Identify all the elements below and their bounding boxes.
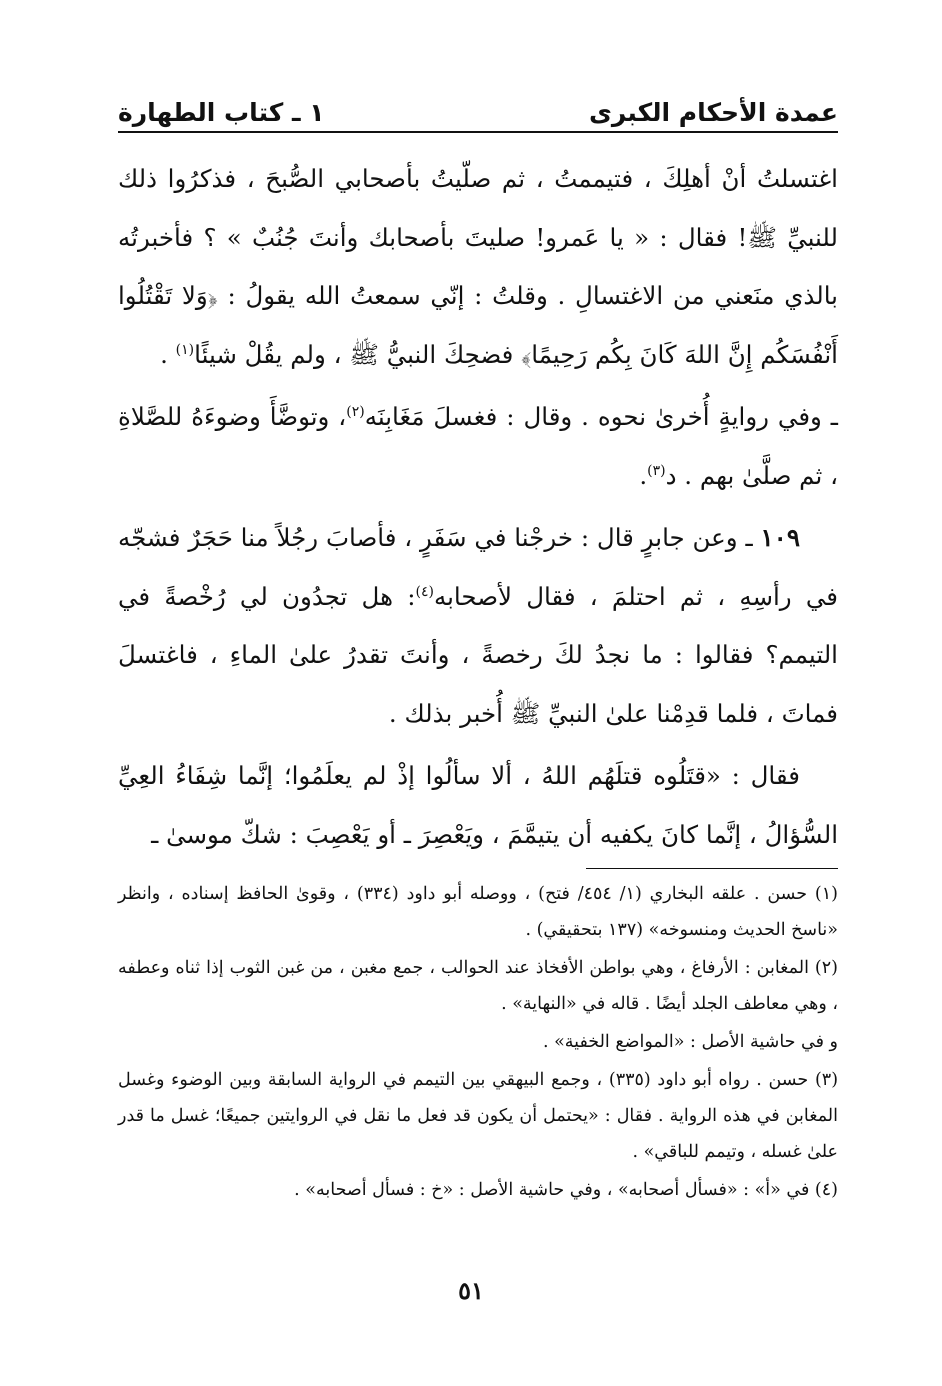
footnote-separator xyxy=(586,868,838,869)
footnote-2-note: و في حاشية الأصل : «المواضع الخفية» . xyxy=(542,1032,838,1052)
footnote-marker-3: (٣) xyxy=(647,462,666,479)
paragraph-1 xyxy=(118,150,838,384)
paragraph-1-text: اغتسلتُ أنْ أهلِكَ ، فتيممتُ ، ثم صلّيتُ بأصحابي الصُّبحَ ، فذكرُوا ذلك للنبيِّ ﷺ! فقال : « يا عَمرو! صليتَ بأصحابك وأنتَ جُنُبٌ » ؟ فأخبرتُه بالذي منَعني من الاغتسالِ . وقلتُ : إنّي سمعتُ الله يقولُ : ﴿وَلا تَقْتُلُوا أَنْفُسَكُم إِنَّ اللهَ كَانَ بِكُم رَحِيمًا﴾ فضحِكَ النبيُّ ﷺ ، ولم يقُلْ شيئًا xyxy=(118,164,838,369)
header-chapter: ١ ـ كتاب الطهارة xyxy=(118,98,325,127)
footnote-marker-4: (٤) xyxy=(415,583,434,600)
footnote-1: (١) حسن . علقه البخاري (١/ ٤٥٤/ فتح) ، ووصله أبو داود (٣٣٤) ، وقوىٰ الحافظ إسناده ، وانظر «ناسخ الحديث ومنسوخه» (١٣٧ بتحقيقي) . xyxy=(118,884,838,940)
footnote-2: (٢) المغابن : الأرفاغ ، وهي بواطن الأفخاذ عند الحوالب ، جمع مغبن ، من غبن الثوب إذا ثناه وعطفه ، وهي معاطف الجلد أيضًا . قاله في «النهاية» . xyxy=(118,958,838,1014)
paragraph-4-text: فقال : «قتَلُوه قتلَهُم اللهُ ، ألا سألُوا إذْ لم يعلَمُوا؛ إنَّما شِفَاءُ العِيِّ السُّؤالُ ، إنَّما كانَ يكفيه أن يتيمَّمَ ، ويَعْصِرَ ـ أو يَعْصِبَ : شكّ موسىٰ ـ xyxy=(118,761,838,849)
page-number: ٥١ xyxy=(458,1276,484,1305)
header-book-title: عمدة الأحكام الكبرى xyxy=(588,98,838,127)
paragraph-1-end: . xyxy=(160,339,176,369)
paragraph-2-text: ـ وفي روايةٍ أُخرىٰ نحوه . وقال : فغسلَ مَغَابِنَه xyxy=(364,402,838,431)
paragraph-2 xyxy=(118,388,838,505)
footnote-4: (٤) في «أ» : «فسأل أصحابه» ، وفي حاشية الأصل : «خ : فسأل أصحابه» . xyxy=(294,1180,838,1200)
footnotes xyxy=(118,876,838,1210)
hadith-number: ١٠٩ xyxy=(760,523,800,552)
main-text xyxy=(118,150,838,868)
paragraph-2-end: . xyxy=(639,460,648,490)
header-rule xyxy=(118,131,838,133)
hadith-109-text-cont: : هل تجدُون لي رُخْصةً في التيمم؟ فقالوا : ما نجدُ لكَ رخصةً ، وأنتَ تقدرُ علىٰ الماءِ ، فاغتسلَ فماتَ ، فلما قدِمْنا علىٰ النبيِّ ﷺ أُخبر بذلك . xyxy=(118,581,838,728)
hadith-109 xyxy=(118,509,838,743)
running-header xyxy=(118,82,838,128)
hadith-109-text: ـ وعن جابرٍ قال : خرجْنا في سَفَرٍ ، فأصابَ رجُلاً منا حَجَرٌ فشجّه في رأسِهِ ، ثم احتلمَ ، فقال لأصحابه xyxy=(118,523,838,611)
paragraph-2-text-cont: ، وتوضَّأَ وضوءَهُ للصَّلاةِ ، ثم صلَّىٰ بهم . د xyxy=(118,402,838,490)
footnote-marker-2: (٢) xyxy=(346,403,365,420)
paragraph-4 xyxy=(118,747,838,864)
footnote-3: (٣) حسن . رواه أبو داود (٣٣٥) ، وجمع البيهقي بين التيمم في الرواية السابقة وبين الوضوء وغسل المغابن في هذه الرواية . فقال : «يحتمل أن يكون قد فعل ما نقل في الروايتين جميعًا؛ غسل ما قدر علىٰ غسله ، وتيمم للباقي» . xyxy=(118,1070,839,1162)
footnote-marker-1: (١) xyxy=(175,341,195,358)
